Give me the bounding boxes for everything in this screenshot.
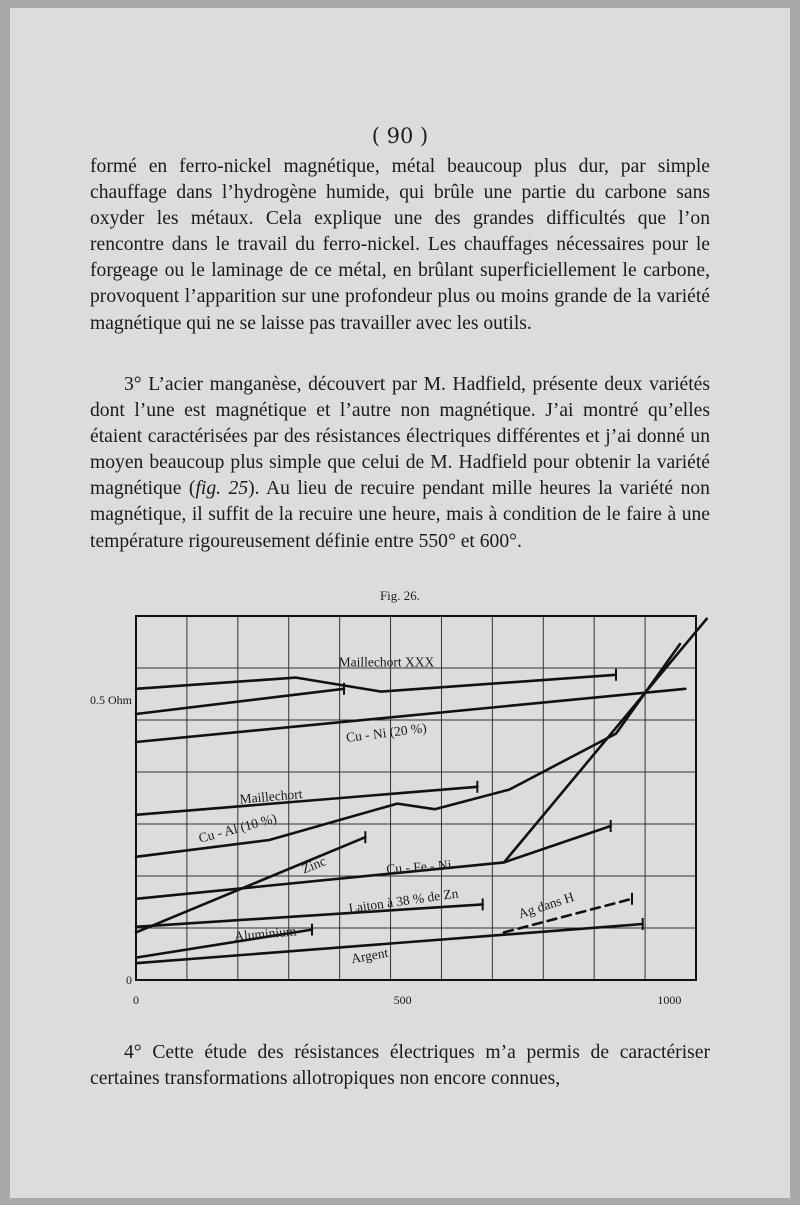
paragraph-text: 4° Cette étude des résistances électriques m’a permis de caractériser certaines transformations allotropiques non encore connues, (90, 1042, 710, 1090)
series-label: Maillechort XXX (338, 654, 435, 670)
series-label: Argent (349, 944, 390, 967)
series-label: Zinc (299, 853, 329, 877)
series-label: Maillechort (238, 786, 304, 807)
resistance-chart (10, 8, 790, 1198)
paragraph-text-continued: ). Au lieu de recuire pendant mille heures la variété non magnétique, il suffit de la recuire une heure, mais à condition de le faire à une température rigoureusement définie entre 550° et 600°. (90, 478, 710, 552)
series-label: Aluminium (233, 923, 297, 944)
series-label: Cu - Ni (20 %) (345, 720, 428, 745)
figure-reference: fig. 25 (195, 478, 249, 500)
series-label: Laiton à 38 % de Zn (347, 885, 460, 916)
paragraph-allotropic (90, 1040, 710, 1092)
x-tick-label: 500 (393, 993, 412, 1007)
y-tick-label: 0 (126, 973, 132, 987)
series-line (136, 924, 643, 963)
book-page (10, 8, 790, 1198)
series-line (136, 689, 344, 714)
series-label: Cu - Fe - Ni (385, 857, 452, 877)
series-label: Cu - Al (10 %) (196, 810, 279, 846)
page-number: ( 90 ) (371, 124, 429, 148)
paragraph-text: formé en ferro-nickel magnétique, métal beaucoup plus dur, par simple chauffage dans l’hydrogène humide, qui brûle une partie du carbone sans oxyder les métaux. Cela explique une des grandes difficultés que l’on rencontre dans le travail du ferro-nickel. Les chauffages nécessaires pour le forgeage ou le laminage de ce métal, en brûlant superficiellement le carbone, provoquent l’apparition sur une profondeur plus ou moins grande de la variété magnétique qui ne se laisse pas travailler avec les outils. (90, 156, 710, 334)
y-tick-label: 0.5 Ohm (90, 693, 132, 707)
paragraph-text: 3° L’acier manganèse, découvert par M. Hadfield, présente deux variétés dont l’une est magnétique et l’autre non magnétique. J’ai montré qu’elles étaient caractérisées par des résistances électriques différentes et j’ai donné un moyen beaucoup plus simple que celui de M. Hadfield pour obtenir la variété magnétique ( (90, 374, 710, 500)
series-line (136, 675, 616, 692)
x-tick-label: 1000 (657, 993, 682, 1007)
x-tick-label: 0 (133, 993, 139, 1007)
series-label: Ag dans H (516, 889, 576, 922)
figure-caption: Fig. 26. (379, 588, 421, 603)
series-line (504, 619, 707, 863)
series-line (136, 904, 483, 926)
